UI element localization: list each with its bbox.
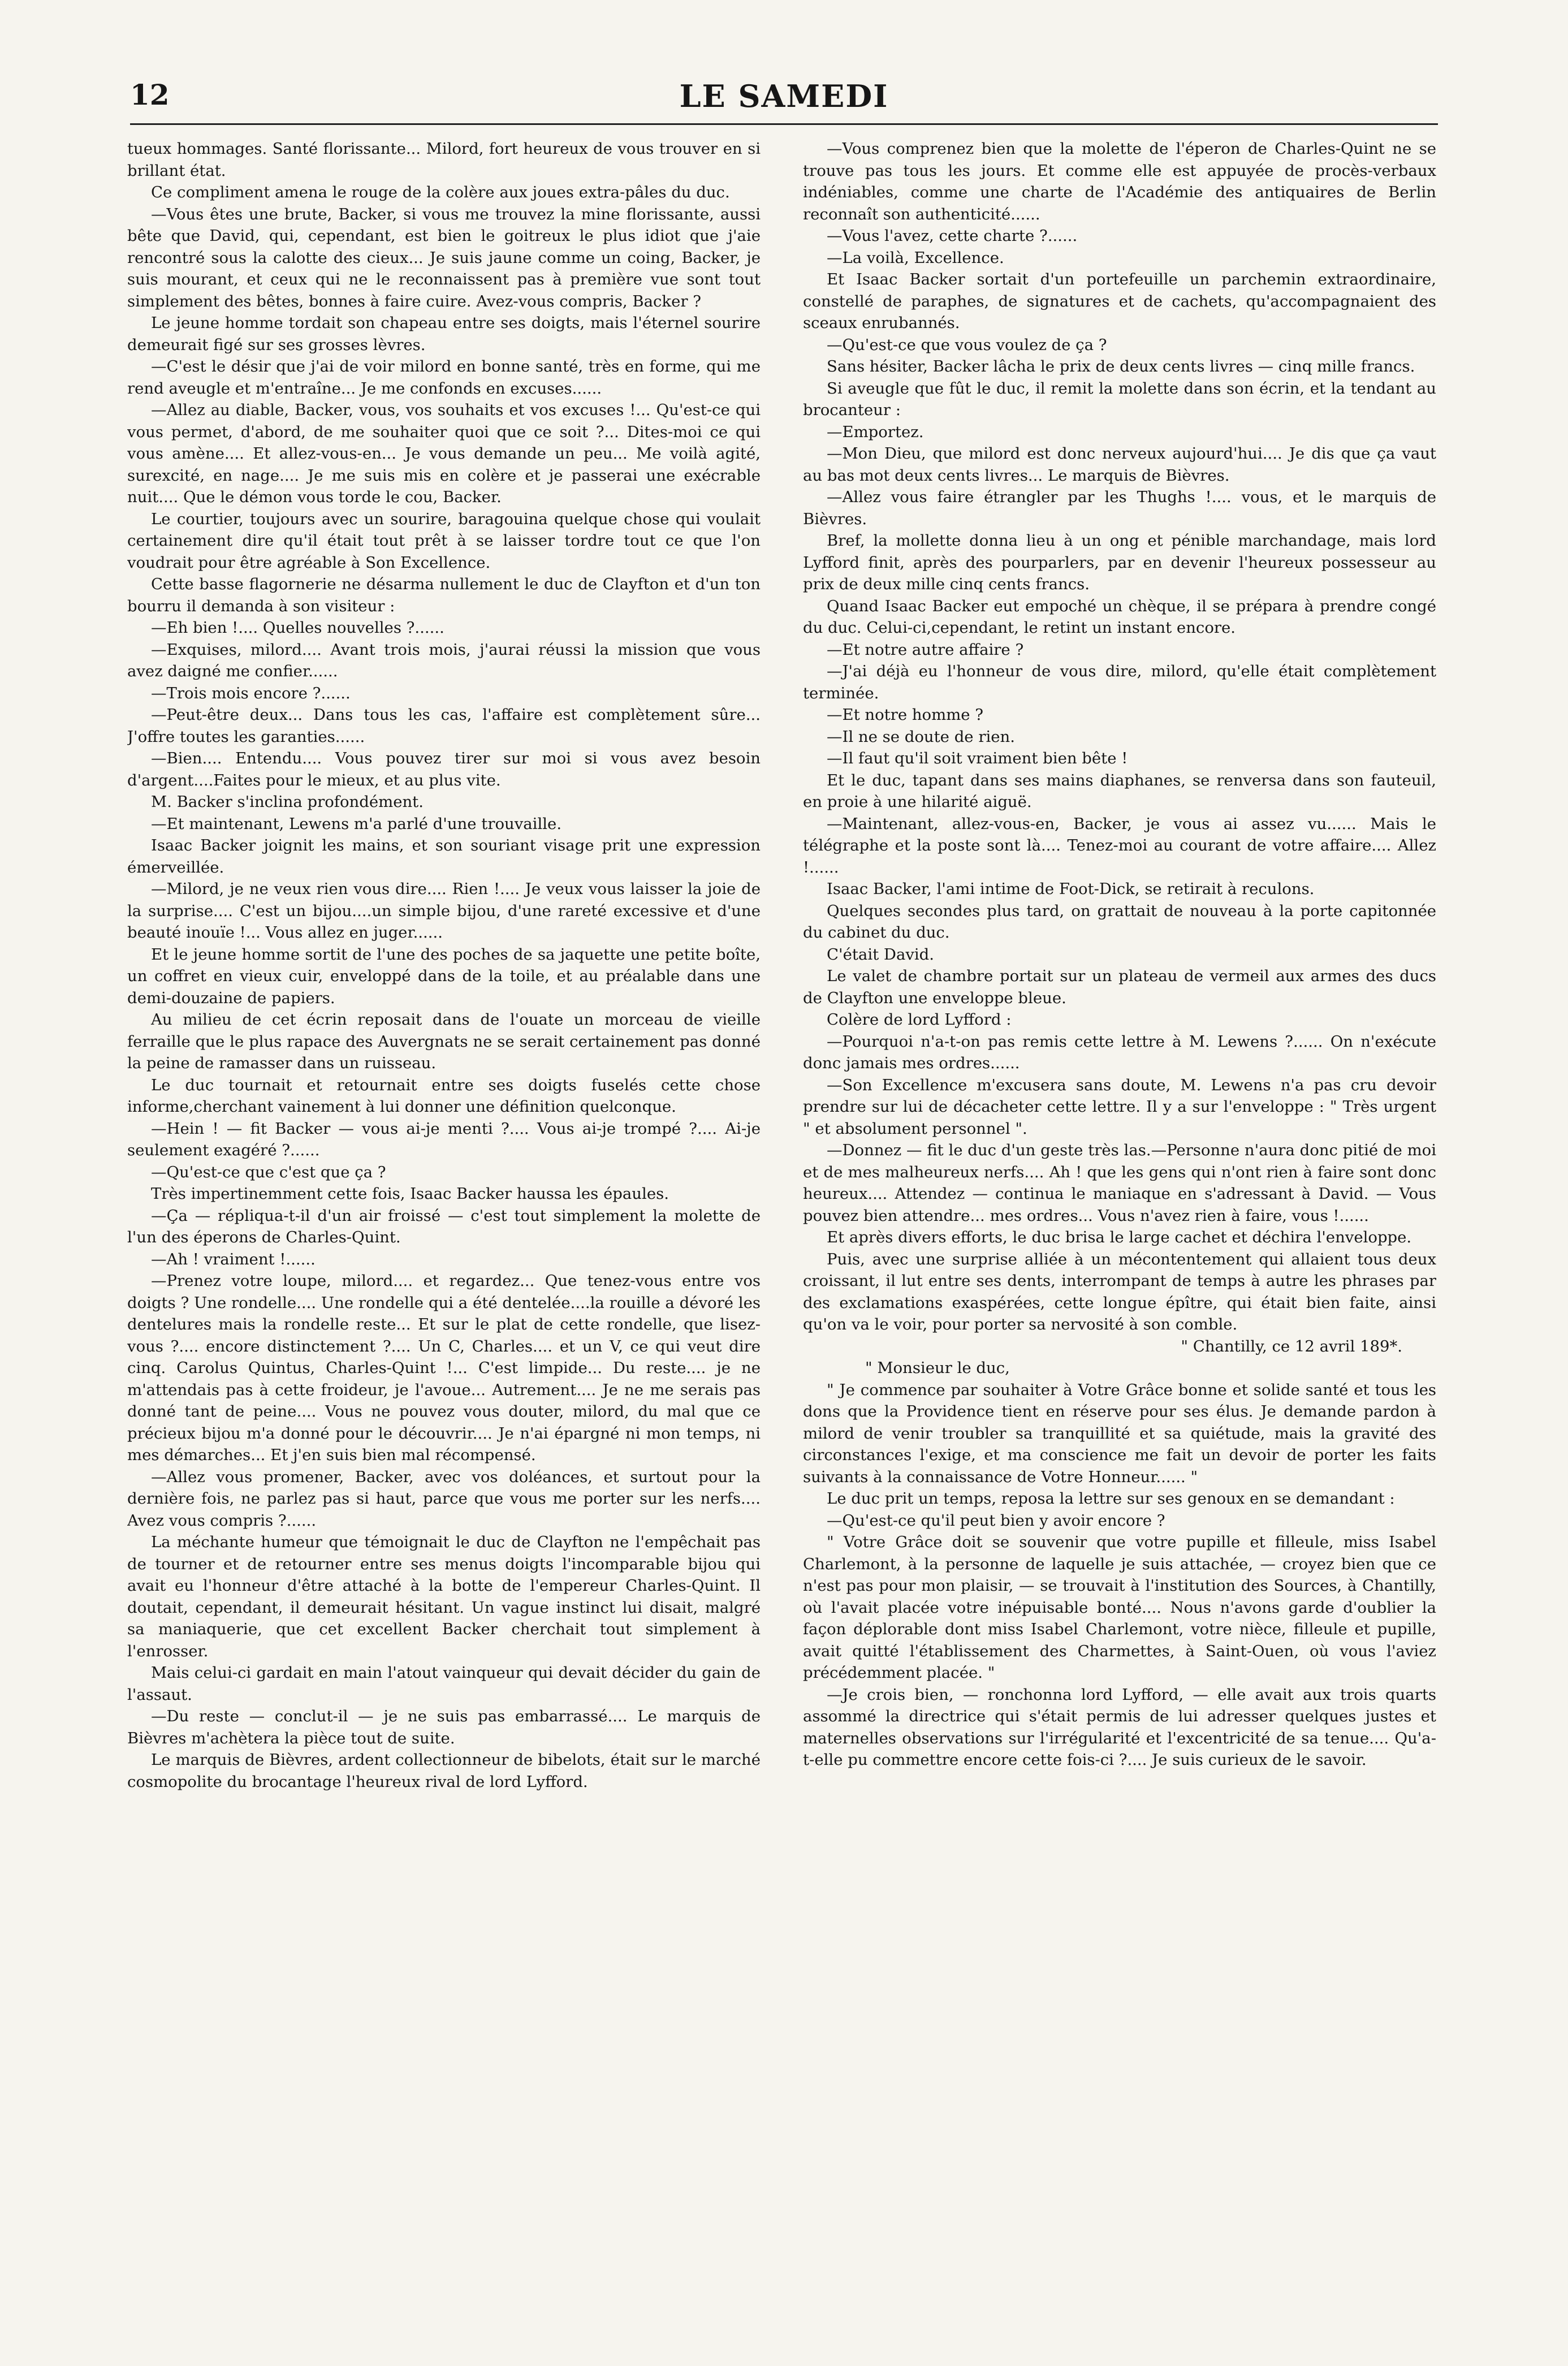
paragraph: Et le duc, tapant dans ses mains diaphanes, se renversa dans son fauteuil, en proie à une hilarité aiguë. xyxy=(803,771,1436,811)
paragraph: —Milord, je ne veux rien vous dire.... Rien !.... Je veux vous laisser la joie de la surprise.... C'est un bijou....un simple bijou, d'une rareté excessive et d'une beauté inouïe !... Vous allez en juger...... xyxy=(127,880,761,942)
paragraph: —Exquises, milord.... Avant trois mois, j'aurai réussi la mission que vous avez daigné me confier...... xyxy=(127,640,761,680)
page-number: 12 xyxy=(130,78,170,111)
paragraph: Isaac Backer, l'ami intime de Foot-Dick, se retirait à reculons. xyxy=(827,880,1315,898)
letter-dateline: " Chantilly, ce 12 avril 189*. xyxy=(1181,1337,1402,1355)
paragraph: —Ah ! vraiment !...... xyxy=(151,1250,316,1268)
paragraph: —Maintenant, allez-vous-en, Backer, je vous ai assez vu...... Mais le télégraphe et la poste sont là.... Tenez-moi au courant de votre affaire.... Allez !...... xyxy=(803,814,1436,877)
paragraph: —La voilà, Excellence. xyxy=(827,248,1004,267)
paragraph: " Votre Grâce doit se souvenir que votre pupille et filleule, miss Isabel Charlemont, à la personne de laquelle je suis attachée, — croyez bien que ce n'est pas pour mon plaisir, — se trouvait à l'institution des Sources, à Chantilly, où l'avait placée votre inépuisable bonté.... Nous n'avons garde d'oublier la façon déplorable dont miss Isabel Charlemont, votre nièce, filleule et pupille, avait quitté l'établissement des Charmettes, à Saint-Ouen, où vous l'aviez précédemment placée. " xyxy=(803,1533,1436,1682)
running-title: LE SAMEDI xyxy=(679,78,889,114)
paragraph: Puis, avec une surprise alliée à un mécontentement qui allaient tous deux croissant, il lut entre ses dents, interrompant de temps à autre les phrases par des exclamations exaspérées, cette longue épître, qui était bien faite, ainsi qu'on va le voir, pour porter sa nervosité à son comble. xyxy=(803,1250,1436,1333)
paragraph: —Allez au diable, Backer, vous, vos souhaits et vos excuses !... Qu'est-ce qui vous permet, d'abord, de me souhaiter quoi que ce soit ?... Dites-moi ce qui vous amène.... Et allez-vous-en... Je vous demande un peu... Me voilà agité, surexcité, en nage.... Je me suis mis en colère et je passerai une exécrable nuit.... Que le démon vous torde le cou, Backer. xyxy=(127,401,761,506)
paragraph: Quand Isaac Backer eut empoché un chèque, il se prépara à prendre congé du duc. Celui-ci,cependant, le retint un instant encore. xyxy=(803,597,1436,637)
paragraph: —Et notre autre affaire ? xyxy=(827,640,1024,659)
paragraph: Quelques secondes plus tard, on grattait de nouveau à la porte capitonnée du cabinet du duc. xyxy=(803,901,1436,942)
paragraph: Cette basse flagornerie ne désarma nullement le duc de Clayfton et d'un ton bourru il demanda à son visiteur : xyxy=(127,575,761,615)
paragraph: Très impertinemment cette fois, Isaac Backer haussa les épaules. xyxy=(151,1185,669,1203)
paragraph: —J'ai déjà eu l'honneur de vous dire, milord, qu'elle était complètement terminée. xyxy=(803,662,1436,702)
paragraph: —Hein ! — fit Backer — vous ai-je menti ?.... Vous ai-je trompé ?.... Ai-je seulement exagéré ?...... xyxy=(127,1119,761,1159)
paragraph: —Peut-être deux... Dans tous les cas, l'affaire est complètement sûre... J'offre toutes les garanties...... xyxy=(127,706,761,746)
paragraph: Le duc tournait et retournait entre ses doigts fuselés cette chose informe,cherchant vainement à lui donner une définition quelconque. xyxy=(127,1076,761,1116)
paragraph: —Allez vous promener, Backer, avec vos doléances, et surtout pour la dernière fois, ne parlez pas si haut, parce que vous me porter sur les nerfs.... Avez vous compris ?...... xyxy=(127,1467,761,1530)
paragraph: —Bien.... Entendu.... Vous pouvez tirer sur moi si vous avez besoin d'argent....Faites pour le mieux, et au plus vite. xyxy=(127,749,761,789)
paragraph: —Donnez — fit le duc d'un geste très las.—Personne n'aura donc pitié de moi et de mes malheureux nerfs.... Ah ! que les gens qui n'ont rien à faire sont donc heureux.... Attendez — continua le maniaque en s'adressant à David. — Vous pouvez bien attendre... mes ordres... Vous n'avez rien à faire, vous !...... xyxy=(803,1141,1436,1225)
paragraph: Et le jeune homme sortit de l'une des poches de sa jaquette une petite boîte, un coffret en vieux cuir, enveloppé dans de la toile, et au préalable dans une demi-douzaine de papiers. xyxy=(127,945,761,1007)
left-column xyxy=(127,138,761,2338)
paragraph: —Eh bien !.... Quelles nouvelles ?...... xyxy=(151,619,444,637)
paragraph: —Et notre homme ? xyxy=(827,706,984,724)
paragraph: M. Backer s'inclina profondément. xyxy=(151,793,424,811)
paragraph: —Son Excellence m'excusera sans doute, M. Lewens n'a pas cru devoir prendre sur lui de décacheter cette lettre. Il y a sur l'enveloppe : " Très urgent " et absolument personnel ". xyxy=(803,1076,1436,1138)
paragraph: —Du reste — conclut-il — je ne suis pas embarrassé.... Le marquis de Bièvres m'achètera la pièce tout de suite. xyxy=(127,1707,761,1747)
right-column xyxy=(803,138,1436,2338)
paragraph: —Je crois bien, — ronchonna lord Lyfford, — elle avait aux trois quarts assommé la directrice qui s'était permis de lui adresser quelques justes et maternelles observations sur l'irrégularité et l'excentricité de sa tenue.... Qu'a-t-elle pu commettre encore cette fois-ci ?.... Je suis curieux de le savoir. xyxy=(803,1685,1436,1769)
paragraph: " Je commence par souhaiter à Votre Grâce bonne et solide santé et tous les dons que la Providence tient en réserve pour ses élus. Je demande pardon à milord de venir troubler sa tranquillité et sa quiétude, mais la gravité des circonstances l'exige, et ma conscience me fait un devoir de porter les faits suivants à la connaissance de Votre Honneur...... " xyxy=(803,1380,1436,1486)
paragraph: —Il ne se doute de rien. xyxy=(827,727,1015,746)
paragraph: —Et maintenant, Lewens m'a parlé d'une trouvaille. xyxy=(151,814,562,833)
paragraph: —Prenez votre loupe, milord.... et regardez... Que tenez-vous entre vos doigts ? Une rondelle.... Une rondelle qui a été dentelée....la rouille a dévoré les dentelures mais la rondelle reste... Et sur le plat de cette rondelle, que lisez-vous ?.... encore distinctement ?.... Un C, Charles.... et un V, ce qui veut dire cinq. Carolus Quintus, Charles-Quint !... C'est limpide... Du reste.... je ne m'attendais pas à cette froideur, je l'avoue... Autrement.... Je ne me serais pas donné tant de peine.... Vous ne pouvez vous douter, milord, du mal que ce précieux bijou m'a donné pour le découvrir.... Je n'ai épargné ni mon temps, ni mes démarches... Et j'en suis bien mal récompensé. xyxy=(127,1272,761,1464)
paragraph: —Qu'est-ce que vous voulez de ça ? xyxy=(827,335,1107,354)
paragraph: tueux hommages. Santé florissante... Milord, fort heureux de vous trouver en si brillant état. xyxy=(127,140,761,180)
paragraph: Ce compliment amena le rouge de la colère aux joues extra-pâles du duc. xyxy=(151,183,730,201)
paragraph: —Ça — répliqua-t-il d'un air froissé — c'est tout simplement la molette de l'un des éperons de Charles-Quint. xyxy=(127,1206,761,1246)
paragraph: —Allez vous faire étrangler par les Thughs !.... vous, et le marquis de Bièvres. xyxy=(803,488,1436,528)
paragraph: Colère de lord Lyfford : xyxy=(827,1011,1012,1029)
paragraph: —Vous êtes une brute, Backer, si vous me trouvez la mine florissante, aussi bête que David, qui, cependant, est bien le goitreux le plus idiot que j'aie rencontré sous la calotte des cieux... Je suis jaune comme un coing, Backer, je suis mourant, et ceux qui ne le reconnaissent pas à première vue sont tout simplement des bêtes, bonnes à faire cuire. Avez-vous compris, Backer ? xyxy=(127,205,761,310)
paragraph: Le jeune homme tordait son chapeau entre ses doigts, mais l'éternel sourire demeurait figé sur ses grosses lèvres. xyxy=(127,314,761,354)
paragraph: —Qu'est-ce que c'est que ça ? xyxy=(151,1163,386,1181)
paragraph: —C'est le désir que j'ai de voir milord en bonne santé, très en forme, qui me rend aveugle et m'entraîne... Je me confonds en excuses...... xyxy=(127,357,761,398)
paragraph: Au milieu de cet écrin reposait dans de l'ouate un morceau de vieille ferraille que le plus rapace des Auvergnats ne se serait certainement pas donné la peine de ramasser dans un ruisseau. xyxy=(127,1011,761,1072)
paragraph: —Pourquoi n'a-t-on pas remis cette lettre à M. Lewens ?...... On n'exécute donc jamais mes ordres...... xyxy=(803,1032,1436,1072)
page-header xyxy=(130,78,1438,125)
paragraph: C'était David. xyxy=(827,945,935,964)
letter-salutation: " Monsieur le duc, xyxy=(865,1359,1010,1377)
paragraph: Et après divers efforts, le duc brisa le large cachet et déchira l'enveloppe. xyxy=(827,1228,1412,1246)
paragraph: —Trois mois encore ?...... xyxy=(151,684,351,702)
paragraph: Sans hésiter, Backer lâcha le prix de deux cents livres — cinq mille francs. xyxy=(827,357,1415,375)
paragraph: Si aveugle que fût le duc, il remit la molette dans son écrin, et la tendant au brocanteur : xyxy=(803,379,1436,419)
paragraph: —Vous comprenez bien que la molette de l'éperon de Charles-Quint ne se trouve pas tous les jours. Et comme elle est appuyée de procès-verbaux indéniables, comme une charte de l'Académie des antiquaires de Berlin reconnaît son authenticité...... xyxy=(803,140,1436,223)
paragraph: Isaac Backer joignit les mains, et son souriant visage prit une expression émerveillée. xyxy=(127,836,761,877)
paragraph: La méchante humeur que témoignait le duc de Clayfton ne l'empêchait pas de tourner et de retourner entre ses menus doigts l'incomparable bijou qui avait eu l'honneur d'être attaché à la botte de l'empereur Charles-Quint. Il doutait, cependant, il demeurait hésitant. Un vague instinct lui disait, malgré sa maniaquerie, que cet excellent Backer cherchait tout simplement à l'enrosser. xyxy=(127,1533,761,1660)
paragraph: —Vous l'avez, cette charte ?...... xyxy=(827,227,1078,245)
paragraph: Le courtier, toujours avec un sourire, baragouina quelque chose qui voulait certainement dire qu'il était tout prêt à se laisser tordre tout ce que l'on voudrait pour être agréable à Son Excellence. xyxy=(127,510,761,572)
paragraph: —Mon Dieu, que milord est donc nerveux aujourd'hui.... Je dis que ça vaut au bas mot deux cents livres... Le marquis de Bièvres. xyxy=(803,444,1436,485)
paragraph: Mais celui-ci gardait en main l'atout vainqueur qui devait décider du gain de l'assaut. xyxy=(127,1664,761,1704)
paragraph: Le valet de chambre portait sur un plateau de vermeil aux armes des ducs de Clayfton une enveloppe bleue. xyxy=(803,967,1436,1007)
paragraph: Le marquis de Bièvres, ardent collectionneur de bibelots, était sur le marché cosmopolite du brocantage l'heureux rival de lord Lyfford. xyxy=(127,1751,761,1791)
paragraph: —Il faut qu'il soit vraiment bien bête ! xyxy=(827,749,1128,767)
paragraph: Le duc prit un temps, reposa la lettre sur ses genoux en se demandant : xyxy=(827,1489,1395,1508)
paragraph: Bref, la mollette donna lieu à un ong et pénible marchandage, mais lord Lyfford finit, après des pourparlers, par en devenir l'heureux possesseur au prix de deux mille cinq cents francs. xyxy=(803,532,1436,593)
paragraph: —Emportez. xyxy=(827,422,924,441)
paragraph: Et Isaac Backer sortait d'un portefeuille un parchemin extraordinaire, constellé de paraphes, de signatures et de cachets, qu'accompagnaient des sceaux enrubannés. xyxy=(803,270,1436,332)
paragraph: —Qu'est-ce qu'il peut bien y avoir encore ? xyxy=(827,1511,1165,1530)
